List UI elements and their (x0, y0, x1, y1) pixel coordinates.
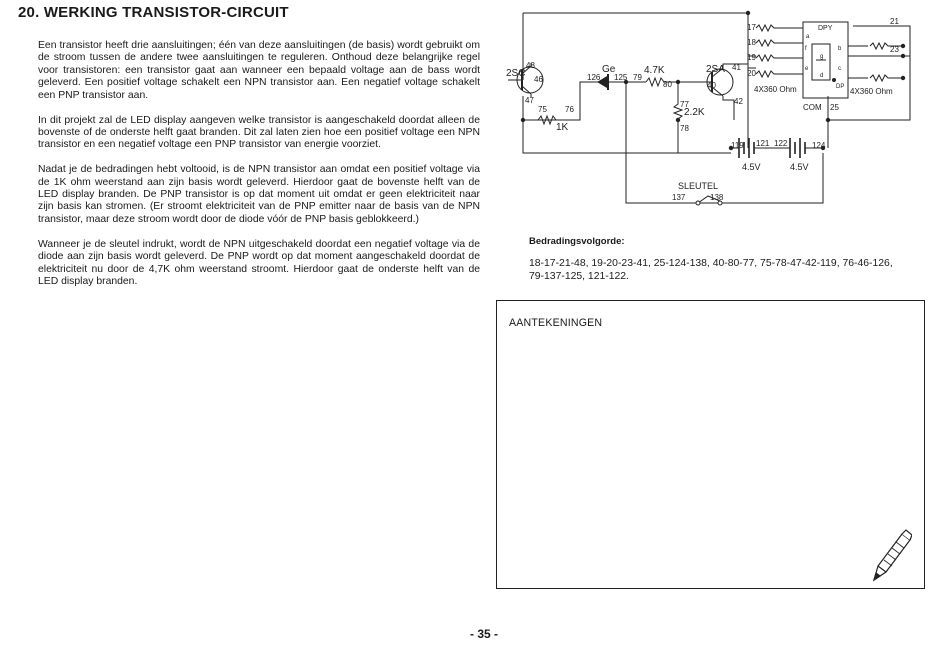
svg-text:20: 20 (747, 69, 756, 78)
paragraph-intro: Een transistor heeft drie aansluitingen; één van deze aansluitingen (de basis) wordt gebruikt om de stroom tussen de andere twee aansluitingen te reguleren. Onthoud deze belangrijke regel voor transistoren: een transistor gaat aan wanneer een bepaald voltage aan de bass wordt geleverd. Een positief voltage schakelt een NPN transistor aan. Een negatief voltage schakelt een PNP transistor aan. (38, 40, 480, 101)
seg-c: c (838, 66, 841, 72)
label-2sc: 2SC (506, 68, 526, 79)
paragraph-npn-on: Nadat je de bedradingen hebt voltooid, is de NPN transistor aan omdat een positief voltage via de 1K ohm weerstand aan zijn basis wordt geleverd. Hierdoor gaat de bovenste helft van de LED display branden. De PNP transistor is op dat moment uit omdat er geen elektriciteit naar zijn basis kan stromen. (Er stroomt elektriciteit van de PNP emitter naar de basis van de NPN transistor, maar deze stroom wordt door de diode vóór de PNP basis geblokkeerd.) (38, 164, 480, 225)
paragraph-key-pressed: Wanneer je de sleutel indrukt, wordt de NPN uitgeschakeld doordat een negatief voltage via de diode aan zijn basis wordt geleverd. De PNP wordt op dat moment aangeschakeld doordat de elektriciteit nu door de 4,7K ohm weerstand stroomt. Hierdoor gaat de onderste helft van de LED display branden. (38, 238, 480, 287)
label-array-left: 4X360 Ohm (754, 85, 797, 94)
svg-text:21: 21 (890, 17, 899, 26)
resistor-4k7 (646, 78, 698, 86)
svg-text:40: 40 (707, 81, 716, 90)
svg-text:76: 76 (565, 105, 574, 114)
svg-text:80: 80 (663, 80, 672, 89)
notes-box (496, 300, 925, 589)
label-4k7: 4.7K (644, 65, 665, 76)
svg-text:17: 17 (747, 23, 756, 32)
svg-text:138: 138 (710, 193, 724, 202)
label-sleutel: SLEUTEL (678, 181, 719, 191)
svg-text:124: 124 (812, 141, 826, 150)
svg-text:47: 47 (525, 96, 534, 105)
wire-bottom-left (523, 120, 731, 153)
svg-text:119: 119 (731, 141, 744, 150)
svg-text:75: 75 (538, 105, 547, 114)
svg-text:77: 77 (680, 100, 689, 109)
svg-text:25: 25 (830, 103, 839, 112)
wiring-heading: Bedradingsvolgorde: (529, 236, 625, 247)
seg-e: e (805, 66, 809, 72)
svg-text:19: 19 (747, 53, 756, 62)
seg-d: d (820, 73, 824, 79)
svg-text:137: 137 (672, 193, 686, 202)
svg-text:18: 18 (747, 38, 756, 47)
wiring-sequence: 18-17-21-48, 19-20-23-41, 25-124-138, 40-80-77, 75-78-47-42-119, 76-46-126, 79-137-125, 121-122. (529, 258, 893, 282)
label-dpy: DPY (818, 25, 833, 32)
label-battery-left: 4.5V (742, 162, 761, 172)
label-com: COM (803, 103, 822, 112)
resistor-array-seg-a (756, 25, 803, 31)
body-text (38, 40, 480, 301)
seg-f: f (805, 46, 807, 52)
seg-dp: DP (836, 84, 845, 90)
wire-right-top (853, 26, 910, 56)
svg-text:122: 122 (774, 139, 788, 148)
seg-a: a (806, 34, 810, 40)
label-battery-right: 4.5V (790, 162, 809, 172)
seg-g: g (820, 54, 824, 60)
svg-text:46: 46 (534, 75, 543, 84)
seg-b: b (838, 46, 842, 52)
wire-key-loop (626, 83, 823, 203)
svg-text:126: 126 (587, 73, 601, 82)
circuit-diagram (498, 8, 918, 208)
label-2k2: 2.2K (684, 107, 705, 118)
svg-text:48: 48 (526, 61, 535, 70)
pencil-icon (866, 526, 912, 586)
label-ge: Ge (602, 64, 616, 75)
label-2sa: 2SA (706, 64, 725, 75)
page-number: - 35 - (470, 627, 499, 641)
svg-text:121: 121 (756, 139, 770, 148)
page-title: 20. WERKING TRANSISTOR-CIRCUIT (18, 4, 289, 21)
label-1k: 1K (556, 122, 569, 133)
svg-text:78: 78 (680, 124, 689, 133)
notes-label: AANTEKENINGEN (509, 317, 603, 329)
paragraph-project: In dit projekt zal de LED display aangeven welke transistor is aangeschakeld doordat alleen de bovenste of de onderste helft gaat branden. Dit zal laten zien hoe een positief voltage een NPN transistor en een negatief voltage een PNP transistor van energie voorziet. (38, 114, 480, 151)
svg-text:23: 23 (890, 45, 899, 54)
svg-text:79: 79 (633, 73, 642, 82)
svg-text:42: 42 (734, 97, 743, 106)
svg-text:41: 41 (732, 63, 741, 72)
label-array-right: 4X360 Ohm (850, 87, 893, 96)
svg-text:125: 125 (614, 73, 628, 82)
